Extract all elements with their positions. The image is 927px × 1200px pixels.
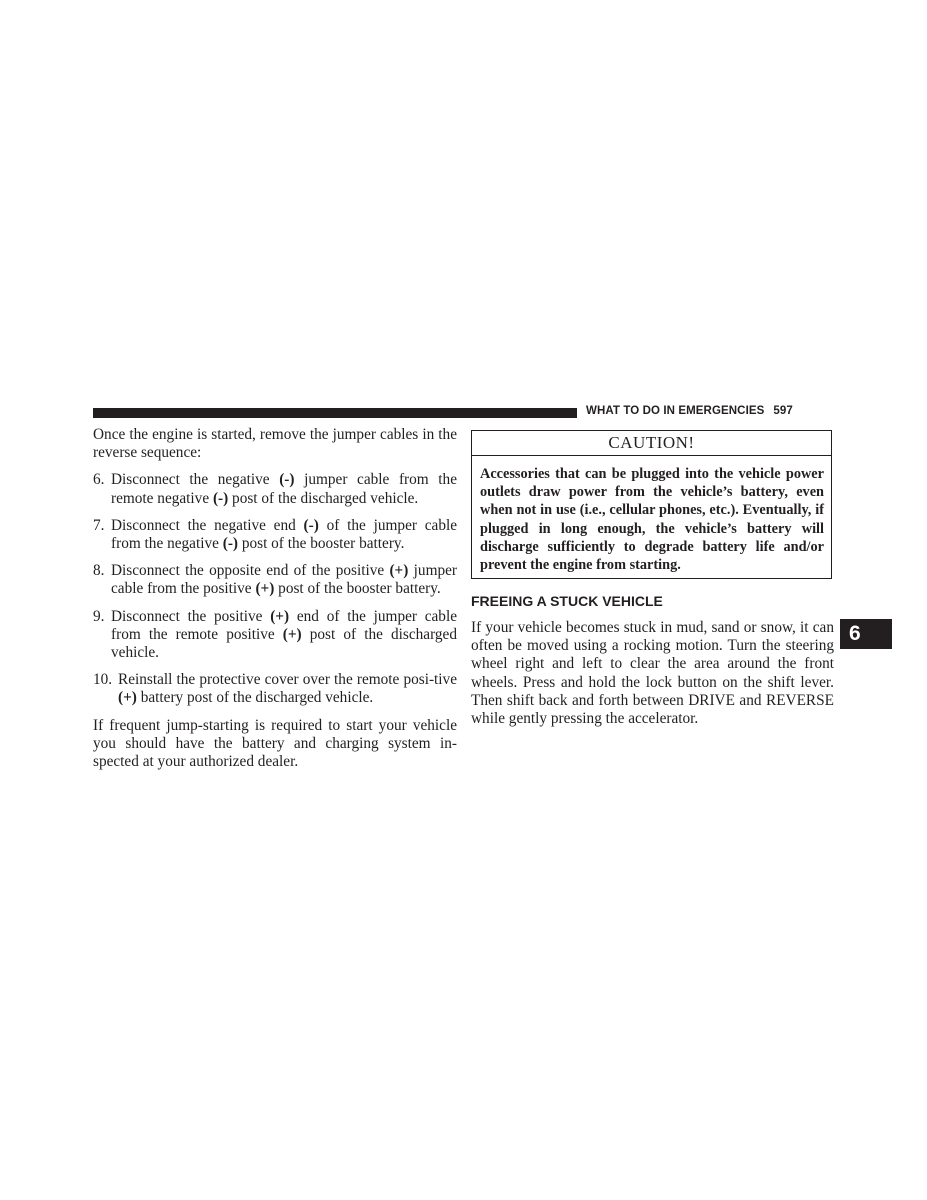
section-body: If your vehicle becomes stuck in mud, sand or snow, it can often be moved using a rocking motion. Turn the steering wheel right and left to clear the area around the front wheels. Press and hold the lock button on the shift lever. Then shift back and forth between DRIVE and REVERSE while gently pressing the accelerator. [471,619,834,728]
polarity-symbol: (+) [255,580,275,598]
step-text: Disconnect the positive [111,607,271,625]
step-text: Disconnect the negative end [111,516,304,534]
chapter-tab: 6 [840,619,892,649]
list-item [93,562,457,598]
header-rule [93,408,577,418]
caution-body: Accessories that can be plugged into the vehicle power outlets draw power from the vehicle’s battery, even when not in use (i.e., cellular phones, etc.). Eventually, if plugged in long enough, the vehicle’s battery will discharge sufficiently to degrade battery life and/or prevent the engine from starting. [480,466,824,574]
polarity-symbol: (+) [389,562,409,580]
step-number: 9. [93,607,105,625]
left-column [93,426,457,780]
polarity-symbol: (-) [303,516,319,534]
step-text: Disconnect the opposite end of the positive [111,562,390,580]
caution-title: CAUTION! [472,431,831,456]
step-text: Reinstall the protective cover over the remote posi-tive [118,671,457,689]
polarity-symbol: (+) [270,607,290,625]
step-text: post of the booster battery. [274,580,441,598]
step-text: of the jumper cable from the negative [111,516,458,553]
section-title: WHAT TO DO IN EMERGENCIES [586,405,765,417]
step-text: post of the discharged vehicle. [228,489,419,507]
step-text: jumper cable from the remote negative [111,471,457,507]
caution-box [471,430,832,579]
step-text: post of the booster battery. [238,535,405,553]
step-number: 6. [93,471,105,489]
step-text: battery post of the discharged vehicle. [136,689,374,707]
polarity-symbol: (-) [279,471,295,489]
polarity-symbol: (-) [222,535,239,553]
step-number: 8. [93,562,105,580]
step-text: post of the discharged vehicle. [111,625,457,662]
polarity-symbol: (+) [118,689,137,707]
polarity-symbol: (-) [212,489,229,507]
step-text: Disconnect the negative [111,471,280,489]
list-item [93,608,457,663]
intro-paragraph: Once the engine is started, remove the jumper cables in the reverse sequence: [93,426,457,462]
section-heading: FREEING A STUCK VEHICLE [471,593,663,609]
list-item [93,671,457,707]
running-header [586,405,836,417]
page-number: 597 [773,405,793,417]
list-item [93,517,457,553]
step-text: jumper cable from the positive [111,562,457,598]
closing-paragraph: If frequent jump-starting is required to start your vehicle you should have the battery and charging system in-spected at your authorized dealer. [93,716,457,771]
polarity-symbol: (+) [282,625,302,643]
step-number: 10. [93,671,113,689]
list-item [93,471,457,507]
step-text: end of the jumper cable from the remote positive [111,607,457,643]
step-number: 7. [93,516,105,534]
steps-list [93,471,457,707]
